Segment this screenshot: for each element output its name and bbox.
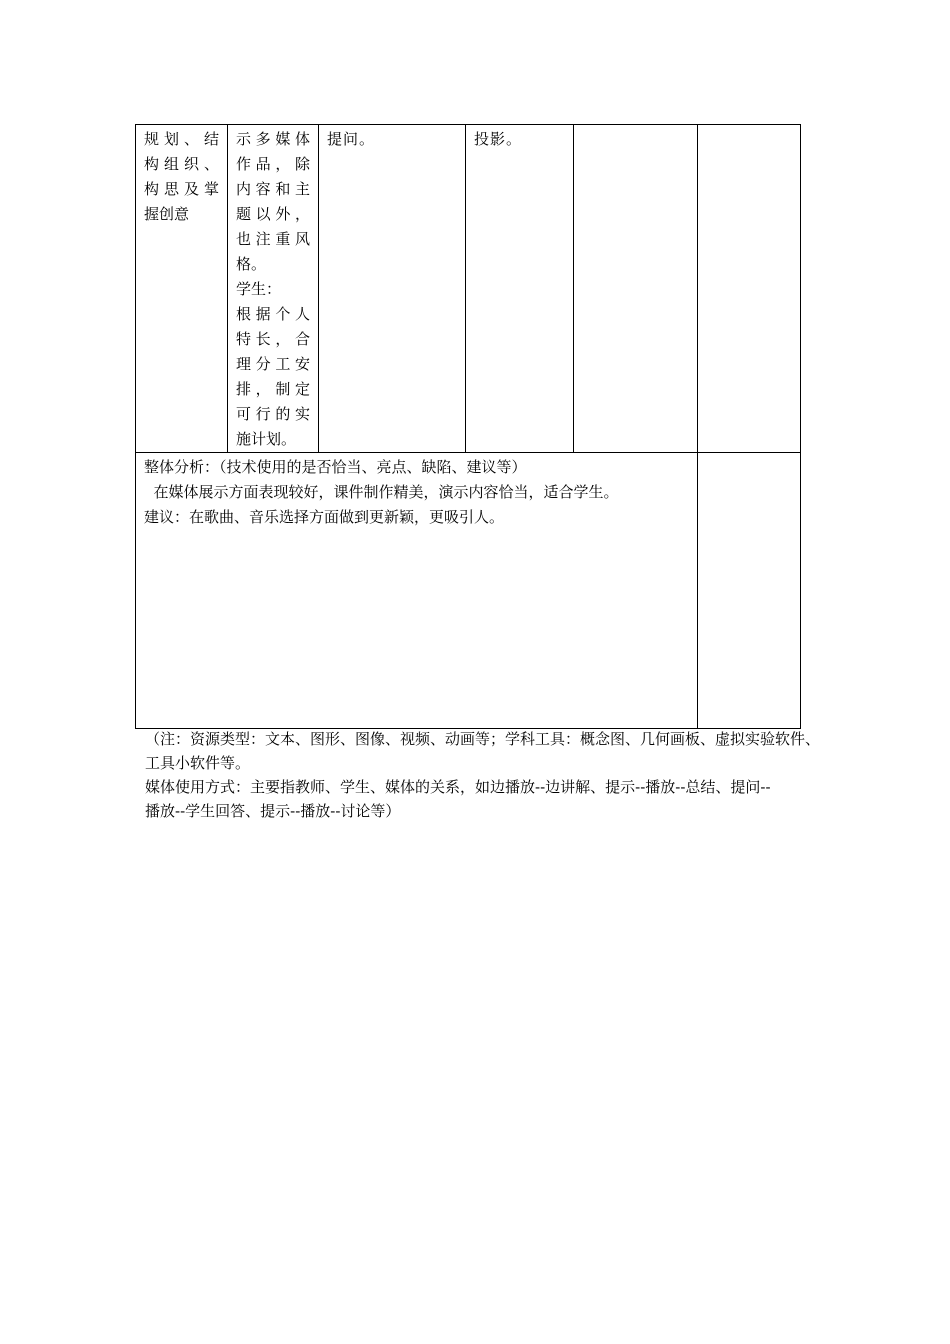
cell-media-usage: [319, 125, 466, 453]
activity-text: [236, 127, 310, 452]
cell-empty-5: [574, 125, 698, 453]
objective-line: 规划、结: [144, 130, 219, 148]
cell-overall-analysis: [136, 453, 698, 729]
activity-line: 学生：: [236, 280, 282, 298]
activity-line: 格。: [236, 255, 267, 273]
footnote: [145, 727, 825, 823]
media-usage-text: 提问。: [327, 130, 376, 148]
footnote-line: 播放--学生回答、提示--播放--讨论等）: [145, 802, 401, 820]
analysis-suggestion: 建议：在歌曲、音乐选择方面做到更新颖，更吸引人。: [144, 508, 505, 526]
table-row: [136, 453, 801, 729]
footnote-line: （注：资源类型：文本、图形、图像、视频、动画等；学科工具：概念图、几何画板、虚拟实验软件、: [145, 730, 821, 748]
activity-line: 题以外，: [236, 205, 310, 223]
objective-text: [144, 127, 219, 227]
activity-line: 特长，合: [236, 330, 310, 348]
cell-empty-6: [698, 125, 801, 453]
activity-line: 理分工安: [236, 355, 310, 373]
activity-line: 示多媒体: [236, 130, 310, 148]
footnote-line: 工具小软件等。: [145, 754, 251, 772]
cell-media-type: [466, 125, 574, 453]
cell-activity: [228, 125, 319, 453]
activity-line: 可行的实: [236, 405, 310, 423]
objective-line: 构组织、: [144, 155, 219, 173]
analysis-heading: 整体分析：（技术使用的是否恰当、亮点、缺陷、建议等）: [144, 458, 527, 476]
activity-line: 也注重风: [236, 230, 310, 248]
cell-analysis-side: [698, 453, 801, 729]
activity-line: 根据个人: [236, 305, 310, 323]
objective-line: 握创意: [144, 205, 190, 223]
media-type-text: 投影。: [474, 130, 523, 148]
objective-line: 构思及掌: [144, 180, 219, 198]
activity-line: 施计划。: [236, 430, 297, 448]
analysis-comment: 在媒体展示方面表现较好，课件制作精美，演示内容恰当，适合学生。: [144, 483, 619, 501]
cell-objective: [136, 125, 228, 453]
activity-line: 内容和主: [236, 180, 310, 198]
table-row: [136, 125, 801, 453]
activity-line: 作品，除: [236, 155, 310, 173]
footnote-line: 媒体使用方式：主要指教师、学生、媒体的关系，如边播放--边讲解、提示--播放--总结、提问--: [145, 778, 771, 796]
activity-line: 排，制定: [236, 380, 310, 398]
evaluation-table: [135, 124, 801, 729]
